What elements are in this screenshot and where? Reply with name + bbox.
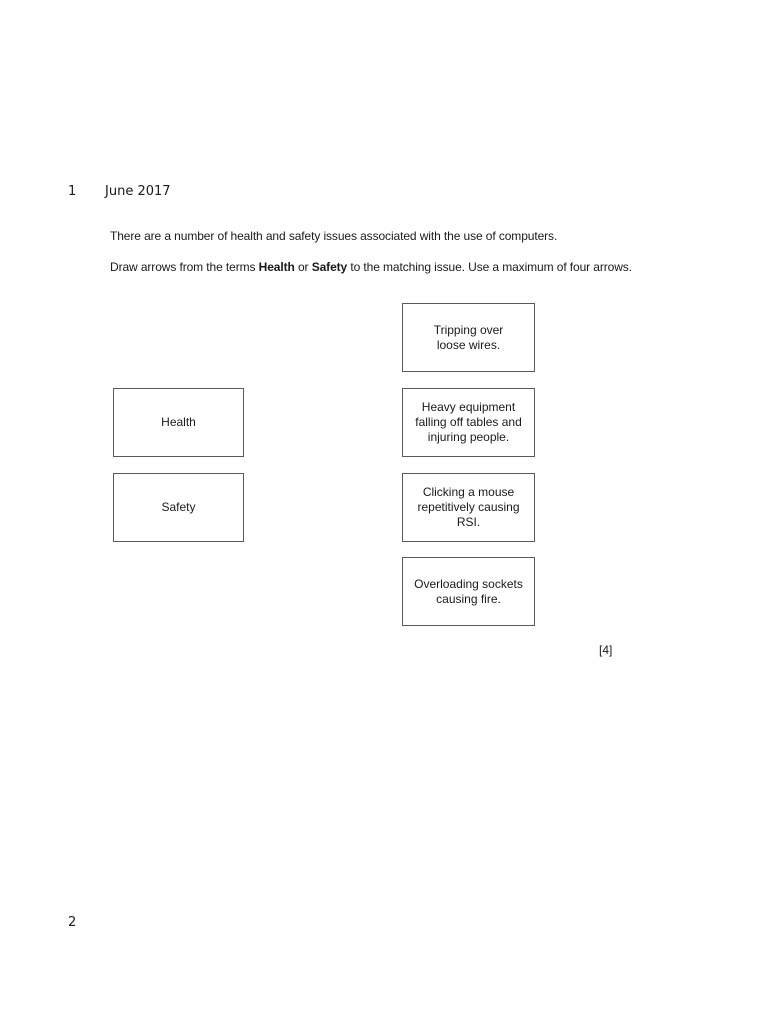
issue-label: Heavy equipment falling off tables and injuring people. bbox=[415, 400, 522, 444]
question-number: 1 bbox=[68, 184, 77, 199]
instruction-text-middle: or bbox=[294, 260, 312, 274]
term-box-safety[interactable] bbox=[113, 473, 244, 542]
issue-box-heavy-equipment[interactable] bbox=[402, 388, 535, 457]
term-label: Health bbox=[161, 415, 196, 429]
issue-label: Tripping over loose wires. bbox=[433, 322, 504, 352]
instruction-text-after: to the matching issue. Use a maximum of four arrows. bbox=[347, 260, 632, 274]
question-instruction bbox=[110, 260, 632, 274]
exam-session: June 2017 bbox=[105, 184, 171, 199]
instruction-term-safety: Safety bbox=[311, 260, 348, 274]
issue-label: Clicking a mouse repetitively causing RSI. bbox=[417, 485, 520, 529]
instruction-text-before: Draw arrows from the terms bbox=[110, 260, 259, 274]
issue-box-mouse-rsi[interactable] bbox=[402, 473, 535, 542]
question-intro: There are a number of health and safety issues associated with the use of computers. bbox=[110, 229, 558, 243]
issue-box-tripping[interactable] bbox=[402, 303, 535, 372]
issue-box-overloading-sockets[interactable] bbox=[402, 557, 535, 626]
instruction-term-health: Health bbox=[258, 260, 295, 274]
term-label: Safety bbox=[161, 500, 196, 514]
page-number: 2 bbox=[68, 915, 77, 930]
marks-indicator: [4] bbox=[599, 643, 613, 657]
issue-label: Overloading sockets causing fire. bbox=[414, 576, 523, 606]
term-box-health[interactable] bbox=[113, 388, 244, 457]
